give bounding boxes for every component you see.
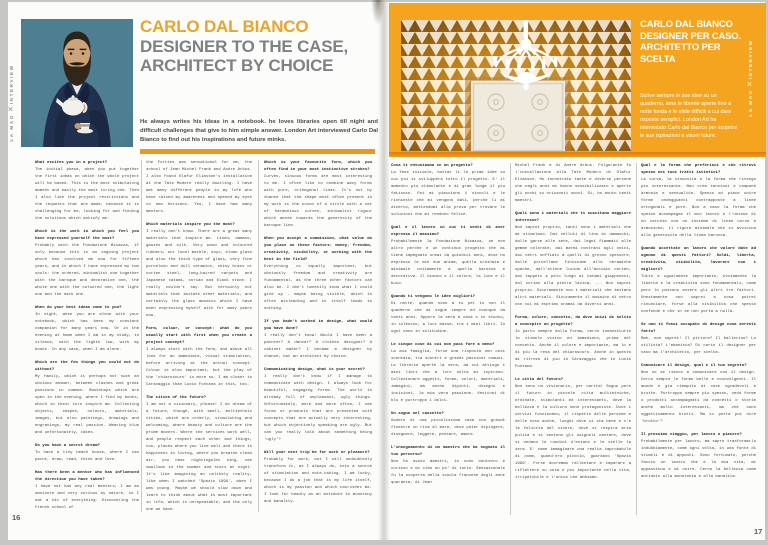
- answer-text: the Forties was sensational for me, the school of Jean Michel Frank and Andre Arbus. I also found Olafur Eliasson's installation at the Tate Modern really dazzling. I have met many different people in my life who have raised my awareness and opened my eyes to new horizons. Yes, I have had many mentors.: [146, 161, 252, 214]
- answer-text: Probably for work, but I will undoubtedly transform it, as I always do, into a source of stimulation and note-taking. I am lucky, because I do a job that is my life itself, which is my passion and which nourishes me. I look for beauty as an antidote to monotony and banality.: [264, 458, 372, 504]
- qa-block: [35, 160, 139, 223]
- title-line-3: ARCHITECT BY CHOICE: [140, 56, 334, 75]
- side-tag-magazine-name: LA MAG: [8, 114, 14, 142]
- answer-text: To have a tiny beach house, where I can paint, draw, read, think and love.: [35, 451, 139, 462]
- qa-column-en-1: [35, 160, 139, 516]
- qa-column-en-2: [146, 160, 252, 516]
- answer-text: In night, when you are alone with your notebook, which has been my constant companion for many years now. Or in the evening at home when I am in my study, in silence, with the lights low, with my books. In any case, when I am alone.: [35, 313, 139, 352]
- qa-block: [391, 294, 505, 336]
- orange-header-shadow: [389, 152, 766, 157]
- answer-text: Di notte, quando sono a tu per tu con il quaderno che mi segue sempre ed ovunque da tanti anni. Oppure la sera a casa o in studio, in silenzio, a luci basse, tra i miei libri. In ogni caso in solitudine.: [391, 302, 505, 334]
- answer-text: Non sono un visionario, per carita! Sogno pero il futuro in piccole citta multietniche, ordinate, stimolanti ed interessanti, dove la bellezza e la cultura sono protagoniste. Dove i servizi funzionano, il rispetto delle persone e delle cose anche, luoghi dove si sta bene e c'e la felicita del vivere, dove si respira aria pulita e si sentono gli usignoli cantare, dove si vedano le rondini d'estate e le stelle la sera. E' come immaginare una realta improbabile di come, quand'ero piccolo, guardavo 'Spazio 1999'. Forse dovremmo rallentare e imparare a riflettere su cosa e piu importante nella vita, irripetibile e l'unica che abbiamo.: [515, 385, 631, 480]
- page-gutter-fold: [378, 2, 390, 540]
- article-title-it: [640, 19, 742, 65]
- page-number-left: 16: [12, 513, 21, 522]
- qa-block: [146, 326, 252, 389]
- qa-column-it-3: [641, 163, 756, 519]
- question-heading: Qual e il lavoro in cui ti senti di aver espresso il massimo?: [391, 226, 505, 237]
- title-it-line-1: CARLO DAL BIANCO: [640, 19, 733, 30]
- qa-block: [391, 163, 505, 219]
- article-title: [140, 17, 380, 76]
- column-divider: [141, 160, 142, 512]
- question-heading: Qual e la forma che preferisci e che ritrovi spesso nei tuoi tratti istintivi?: [641, 164, 756, 175]
- answer-text: I always start with the form, and above all look for an immediate, visual stimulation, before arriving at the actual concept. Colour is also important, but the play of the 'chiaroscuro' is more so. I am closer to Caravaggio than Lucio Fontana in this, too.: [146, 348, 252, 387]
- answer-text: My family, which is perhaps not such an obvious answer, between clashes and great passions in common. Bookshops which are open in the evening, where I find my books, which in their turn inspire me. Collecting objects, shapes, colours, materials, images, but also paintings, drawings and engravings, my real passion. Wearing blue and unfortunately, cakes.: [35, 375, 139, 435]
- qa-block: [641, 363, 756, 426]
- question-heading: Quando ti vengono le idee migliori?: [391, 295, 476, 299]
- question-heading: Quali sono i materiali che ti suscitano maggiore interesse?: [515, 212, 631, 223]
- answer-text: I really don't know. There are a great many materials that inspire me. Linen, damask, gauzes and silk. Very wood and coloured rubbers, our local marble, onyx, blown glass and also the thick type of glass, very fine porcelain and dull ceramics, shiny brass or corten steel, long-haired carpets and Japanese tatami, corian and black stone. I really couldn't say. But certainly not materials that imitate other materials, and certainly the glass mosaics which I have been expressing myself with for many years now.: [146, 230, 252, 318]
- question-heading: Le citta del futuro?: [515, 378, 564, 382]
- answer-text: Michel Frank e di Andre Arbus. Folgorante fu l'installazione alla Tate Modern di Olafur Eliasson. Ho incontrato tante e diverse persone che negli anni mi hanno sensibilizzato e aperto gli occhi su orizzonti nuovi. Si, ho avuto tanti maestri.: [515, 164, 631, 203]
- page-number-right: 17: [754, 527, 763, 536]
- question-heading: Le cinque cose di cui non puoi fare a meno?: [391, 343, 495, 347]
- side-tag-section-name: INTERVIEW: [747, 39, 753, 80]
- question-heading: Which is your favourite form, which you often find in your most instinctive strokes?: [264, 161, 372, 172]
- qa-block: [641, 322, 756, 357]
- qa-block: [391, 411, 505, 439]
- qa-block: [35, 443, 139, 464]
- qa-block: [146, 222, 252, 320]
- question-heading: Which are the few things you could not do without?: [35, 361, 139, 372]
- answer-text: I really don't know if I manage to communicate with design. I always look for beautiful, engaging forms. The world is already full of unpleasant, ugly things. Unfortunately, more and more often, I see forms or products that are presented with concepts that are actually very interesting, but which objectively speaking are ugly. But can you really talk about something being 'ugly'?: [264, 375, 372, 442]
- answer-text: Mah, non saprei! Il pittore? Il ballerino? Lo stilista? L'ebanista? Di certo il designer per caso ma l'architetto, per scelta.: [641, 337, 756, 355]
- qa-block: [641, 163, 756, 240]
- question-heading: Will your next trip be for work or pleasure?: [264, 451, 370, 455]
- qa-block: [515, 163, 631, 205]
- answer-text: The initial phase, when you put together the first ideas on which the whole project will be based. This is the most stimulating moment and easily the most tiring one. Then I also like the project restrictions and the requests that are made, because it is challenging for me, looking for and finding the solutions which satisfy me.: [35, 168, 139, 221]
- qa-block: [35, 305, 139, 354]
- answer-text: Non so se riesco a comunicare con il design. Cerco sempre le forme belle e coinvolgenti. Il mondo e gia riempito di cose sgradevoli e brutte. Purtroppo sempre piu spesso, vedo forme o prodotti accompagnati da concetti o storie anche molto interessanti, ma che sono oggettivamente brutti. Ma si potra poi dire 'brutto'?: [641, 371, 756, 424]
- qa-column-en-3: [264, 160, 372, 516]
- portrait-photo: [21, 19, 133, 147]
- question-heading: When you accept a commission, what value do you place on these factors: money, freedom, creativity, visibility, or working with the best in the field?: [264, 237, 372, 262]
- answer-text: La curva, la sinuosita e la forma che ritengo piu interessante. Non crea tensioni e compone armonia e sensualita. Spesso mi piace unire forme ondeggianti contrapposte a linee ortogonali e pure. Non a caso la forma che spesso accompagna il mio lavoro e l'unione di un cerchio con un insieme di linee curve e armoniche, il rigore minimale che si avvicina alla generosita della linea barocca.: [641, 178, 756, 238]
- answer-text: Non ho avuto maestri, io sono onnivoro e curioso e mi cibo un po' di tutto. Sensazionale fu la scoperta della scuola francese degli anni quaranta, di Jean: [391, 460, 505, 485]
- qa-block: [146, 395, 252, 514]
- question-heading: Communicating design, what is your secret?: [264, 368, 365, 372]
- answer-text: Probabilmente la Fondazione Bisazza, se non altro perche e un continuo progetto che mi tiene impegnato ormai da quindici anni, dove ho espresso le mie due anime, quella ordinata e minimale unitamente a quella barocca e decorativa. Il bianco e il colore, la luce e il buio.: [391, 240, 505, 286]
- question-heading: L'insegnamento di un maestro che ha segnato il tuo percorso?: [391, 446, 505, 457]
- qa-block: [264, 450, 372, 506]
- x-mark-icon: ✕: [8, 106, 15, 113]
- answer-text: Io parto sempre dalla forma, cerco innanzitutto lo stimolo visivo ed immediato, prima del concetto. Anche il colore e importante, ma lo e di piu la resa del chiaroscuro. Anche in questo mi ritrovo di piu in Caravaggio che in Lucio Fontana.: [515, 330, 631, 369]
- question-heading: Which materials inspire you the most?: [146, 223, 235, 227]
- answer-text: I am not a visionary, please! I do dream of a future, though, with small, multiethnic cities, which are orderly, stimulating and welcoming, where beauty and culture are the prime movers. Where the services work well, and people respect each other and things, too, places where you live well and there is happiness in living, where you breathe clean air, you hear nightingales sing, see swallows in the summer and stars at night. It's like imagining an unlikely reality, like when I watched 'Spazio 1999', when I was young. Maybe we should slow down and learn to think about what is most important in life, which is unrepeatable, and the only one we have.: [146, 403, 252, 512]
- qa-block: [641, 432, 756, 481]
- question-heading: Quando accettate un lavoro che valore date ad ognuno di questi fattori? Soldi, liberta, creativita, visibilita, lavorare con i migliori?: [641, 247, 756, 272]
- answer-text: Tutto e ugualmente importante, ovviamente la liberta e la creativita sono fondamentali, come pero lo possono essere gli altri tre fattori. Onestamente non saprei a cosa potrei rinunciare, forse alla visibilita che spesso confonde e che in se non porta a nulla.: [641, 275, 756, 314]
- qa-block: [515, 315, 631, 371]
- interior-photo: [401, 20, 631, 151]
- qa-block: [35, 360, 139, 437]
- side-tag-magazine-name: LA MAG: [747, 89, 753, 117]
- column-divider: [258, 160, 259, 512]
- x-mark-icon: ✕: [747, 81, 754, 88]
- question-heading: When do your best ideas come to you?: [35, 306, 122, 310]
- answer-text: I have not had any real mentors, I am an omnivore and very curious by nature, so I eat a bit of everything. Discovering the French school of: [35, 485, 139, 510]
- answer-text: La fase iniziale, buttar li le prime idee su cui poi si sviluppera tutto il progetto. E' il momento piu stimolante e di gran lunga il piu faticoso. Poi mi piacciono i vincoli e le richieste che mi vengono dati, perche li mi diverto, mettendomi alla prova per trovare le soluzioni che mi rendono felice.: [391, 171, 505, 217]
- question-heading: Forma, colore, concetto, da dove inizi di solito a concepire un progetto?: [515, 316, 631, 327]
- qa-block: [264, 367, 372, 444]
- qa-block: [391, 225, 505, 288]
- title-it-line-4: SCELTA: [640, 53, 676, 65]
- question-heading: Il prossimo viaggio, per lavoro o piacere?: [641, 433, 742, 437]
- qa-block: [35, 229, 139, 299]
- qa-column-it-2: [515, 163, 631, 519]
- question-heading: Comunicare il design, qual e il tuo segreto?: [641, 364, 747, 368]
- title-it-line-2: DESIGNER PER CASO.: [640, 30, 741, 42]
- question-heading: Se non ti fossi occupato di design cosa avresti fatto?: [641, 323, 756, 334]
- qa-block: [515, 211, 631, 309]
- question-heading: What excites you in a project?: [35, 161, 108, 165]
- answer-text: Everything is equally important, but obviously freedom and creativity are fundamental, as the three other factors can also be. I don't honestly know what I could give up - maybe being visible, which is often misleading and in itself leads to nothing.: [264, 265, 372, 311]
- question-heading: The cities of the future?: [146, 396, 207, 400]
- question-heading: If you hadn't worked in design, what would you have done?: [264, 320, 372, 331]
- column-divider: [636, 163, 637, 515]
- side-tag-right: [744, 28, 756, 128]
- answer-text: Probably with the Fondazione Bisazza, if only because this is an ongoing project which has involved me now for fifteen years, and in which I have expressed my two souls: the ordered, minimalist one together with the baroque and decorative one, the white one with the coloured one, the light one and the dark one.: [35, 244, 139, 297]
- qa-block: [264, 236, 372, 313]
- answer-text: Godere di una piccolissima casa con grandi finestre in riva al mare, dove poter dipingere, disegnare, leggere, pensare, amare.: [391, 419, 505, 437]
- title-name-line: CARLO DAL BIANCO: [140, 17, 309, 36]
- qa-block: [641, 246, 756, 316]
- column-divider: [510, 163, 511, 515]
- question-heading: Cosa ti entusiasma in un progetto?: [391, 164, 473, 168]
- question-heading: Form, colour, or concept: what do you usually start with first when you create a project concept?: [146, 327, 252, 345]
- intro-paragraph-en: He always writes his ideas in a notebook. he loves libraries open till night and difficult challenges that give to him simple answer. London Art interviewed Carlo Dal Bianco to find out his inspirations and future minks.: [140, 119, 378, 143]
- question-heading: Has there been a mentor who has influenced the direction you have taken?: [35, 471, 139, 482]
- qa-block: [146, 160, 252, 216]
- qa-block: [515, 377, 631, 482]
- answer-text: La mia famiglia, forse una risposta non cosi scontata, tra scontri e grandi passioni comuni. Le librerie aperte la sera, da cui attingo i miei libri che a loro volta mi ispirano. Collezionare oggetti, forme, colori, materiali, immagini, ma anche dipinti, disegni e incisioni, la mia vera passione. Vestirmi di blu e purtroppo i dolci.: [391, 350, 505, 403]
- side-tag-left: [5, 53, 17, 153]
- answer-text: Non saprei proprio, tanti sono i materiali che mi stimolano. Dai velluti di lino ai damaschi, dalle garze alle sete, dai legni fiammati alle gemme colorate, dai marmi nostrani agli onici, dai vetri soffiati a quelli di grosso spessore, dalle porcellane finissime alle ceramiche opache, dall'ottone lucido all'acciaio corten, dai tappeti a pelo lungo ai tatami giapponesi, dal corian alla pietra lavica, ... Non saprei proprio. Sicuramente non i materiali che imitano altri materiali. Sicuramente il mosaico di vetro con cui mi esprimo oramai da diversi anni.: [515, 226, 631, 307]
- answer-text: Curves, sinuous forms are most interesting to me. I often like to combine wavy forms with pure, orthogonal lines. It's not by chance that the shape most often present in my work is the union of a circle with a set of harmonious curves, minimalist rigour which moves towards the generosity of the baroque line.: [264, 175, 372, 228]
- accent-rule: [140, 149, 375, 154]
- side-tag-section-name: INTERVIEW: [8, 64, 14, 105]
- answer-text: Probabilmente per lavoro, ma sapro trasformarlo indubbiamente, come ogni volta, in una fonte di stimoli e di appunti. Sono fortunato, perche faccio un lavoro che e la mia vita, mi appassiona e mi nutre. Cerco la bellezza come antidoto alla monotonia e alla banalita.: [641, 440, 756, 479]
- qa-block: [391, 445, 505, 487]
- qa-block: [391, 342, 505, 405]
- question-heading: Do you have a secret dream?: [35, 444, 100, 448]
- title-it-line-3: ARCHITETTO PER: [640, 42, 721, 53]
- question-heading: Un sogno nel cassetto?: [391, 412, 444, 416]
- page-gutter-shadow: [371, 0, 385, 26]
- answer-text: I really don't know! Would I have been a painter? A dancer? A clothes designer? A cabinet maker? I became a designer by chance, but an architect by choice.: [264, 334, 372, 359]
- question-heading: Which is the work in which you feel you have expressed yourself the most?: [35, 230, 139, 241]
- qa-column-it-1: [391, 163, 505, 519]
- qa-block: [264, 319, 372, 361]
- title-line-2: DESIGNER TO THE CASE,: [140, 36, 349, 56]
- qa-block: [35, 470, 139, 512]
- intro-paragraph-it: Scrive sempre le sue idee su un quaderno, ama le librerie aperte fino a notte fonda e le sfide difficili a cui dare risposte semplici. London Art ha intervistato Carlo dal Bianco per scoprire le sue ispirazioni e visoni future.: [640, 93, 738, 139]
- qa-block: [264, 160, 372, 230]
